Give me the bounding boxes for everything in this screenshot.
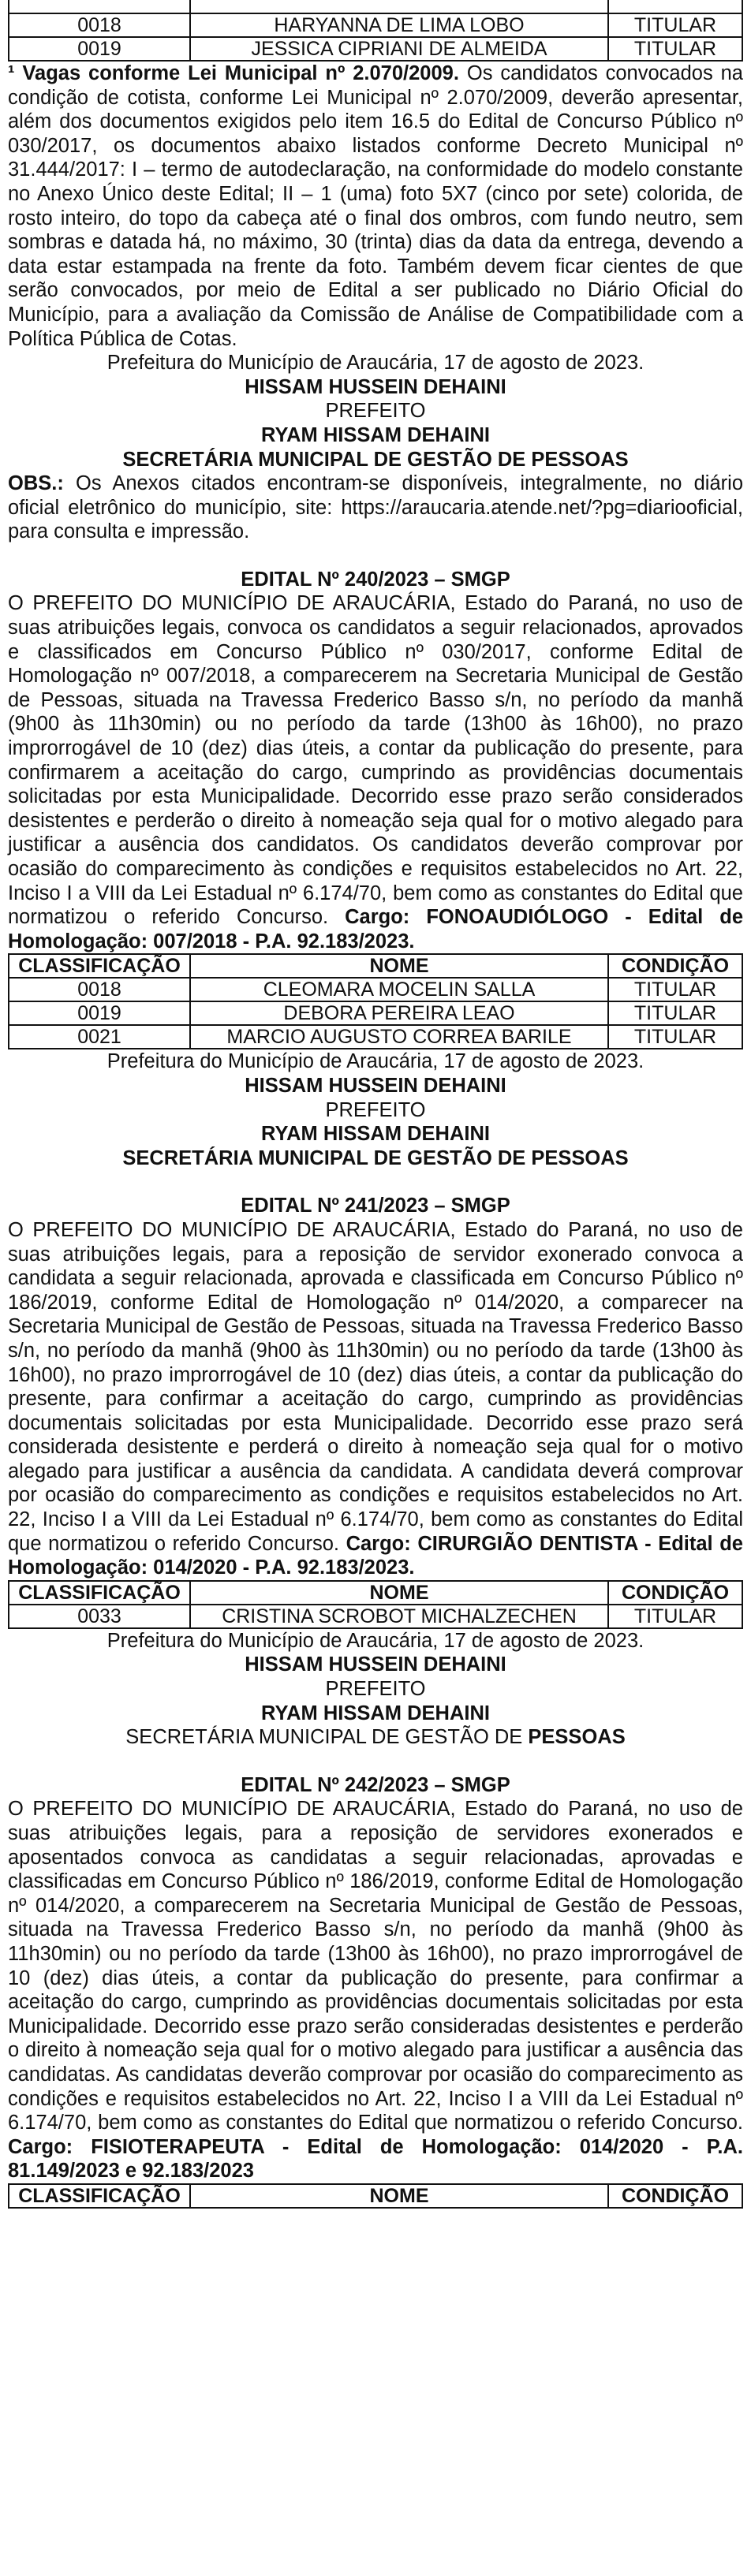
obs-label: OBS.: <box>8 472 64 495</box>
table-row <box>9 1025 742 1049</box>
header-classificacao: CLASSIFICAÇÃO <box>9 1581 190 1605</box>
table-row <box>9 0 742 13</box>
edital-title: EDITAL Nº 241/2023 – SMGP <box>241 1195 510 1217</box>
table-row <box>9 13 742 37</box>
edital-cargo: Cargo: CIRURGIÃO DENTISTA - Edital de Homologação: 014/2020 - P.A. 92.183/2023. <box>8 1532 743 1579</box>
candidates-table <box>8 2183 743 2209</box>
cell-condicao: TITULAR <box>608 1605 742 1628</box>
header-condicao: CONDIÇÃO <box>608 1581 742 1605</box>
footnote-lead: ¹ Vagas conforme Lei Municipal nº 2.070/2009. <box>8 62 459 84</box>
cell-classificacao: 0018 <box>9 13 190 37</box>
cell-nome: MARCIO AUGUSTO CORREA BARILE <box>190 1025 608 1049</box>
cell-nome: CLEOMARA MOCELIN SALLA <box>190 978 608 1001</box>
signature-role: PREFEITO <box>325 1098 426 1121</box>
header-condicao: CONDIÇÃO <box>608 2184 742 2208</box>
cell-classificacao: 0019 <box>9 1001 190 1025</box>
cell-classificacao: 0019 <box>9 37 190 61</box>
cell-condicao: TITULAR <box>608 13 742 37</box>
cell-condicao: TITULAR <box>608 1001 742 1025</box>
cell-classificacao: 0018 <box>9 978 190 1001</box>
cell-condicao: TITULAR <box>608 978 742 1001</box>
header-nome: NOME <box>190 954 608 978</box>
signature-role: SECRETÁRIA MUNICIPAL DE GESTÃO DE PESSOAS <box>122 448 629 471</box>
edital-body: O PREFEITO DO MUNICÍPIO DE ARAUCÁRIA, Estado do Paraná, no uso de suas atribuições legais, convoca os candidatos a seguir relacionados, aprovados e classificados em Concurso Público nº 030/2017, conforme Edital de Homologação nº 007/2018, a comparecerem na Secretaria Municipal de Gestão de Pessoas, situada na Travessa Frederico Basso s/n, no período da manhã (9h00 às 11h30min) ou no período da tarde (13h00 às 16h00), no prazo improrrogável de 10 (dez) dias úteis, a contar da publicação do presente, para confirmarem a aceitação do cargo, cumprindo as providências documentais solicitadas por esta Municipalidade. Decorrido esse prazo serão considerados desistentes e perderão o direito à nomeação seja qual for o motivo alegado para justificar a ausência dos candidatos. Os candidatos deverão comprovar por ocasião do comparecimento às condições e requisitos estabelecidos no Art. 22, Inciso I a VIII da Lei Estadual nº 6.174/70, bem como as constantes do Edital que normatizou o referido Concurso. Cargo: FONOAUDIÓLOGO - Edital de Homologação: 007/2018 - P.A. 92.183/2023. <box>8 592 743 952</box>
edital-cargo: Cargo: FISIOTERAPEUTA - Edital de Homologação: 014/2020 - P.A. 81.149/2023 e 92.183/2023 <box>8 2135 743 2183</box>
signature-name: HISSAM HUSSEIN DEHAINI <box>245 1653 506 1676</box>
signature-role: SECRETÁRIA MUNICIPAL DE GESTÃO DE PESSOAS <box>125 1726 626 1749</box>
table-header <box>9 1581 742 1605</box>
table-row <box>9 1605 742 1628</box>
cell-condicao: TITULAR <box>608 37 742 61</box>
footnote <box>8 62 743 351</box>
table-row <box>9 978 742 1001</box>
signature-date: Prefeitura do Município de Araucária, 17 de agosto de 2023. <box>106 1629 645 1652</box>
cell-classificacao: 0033 <box>9 1605 190 1628</box>
signature-name: RYAM HISSAM DEHAINI <box>261 1123 490 1146</box>
signature-role: SECRETÁRIA MUNICIPAL DE GESTÃO DE PESSOAS <box>122 1146 629 1169</box>
cell-nome: JESSICA CIPRIANI DE ALMEIDA <box>190 37 608 61</box>
edital-title: EDITAL Nº 242/2023 – SMGP <box>241 1773 510 1796</box>
table-row <box>9 1001 742 1025</box>
cell-nome: CRISTINA SCROBOT MICHALZECHEN <box>190 1605 608 1628</box>
candidates-table <box>8 953 743 1049</box>
edital-title: EDITAL Nº 240/2023 – SMGP <box>241 568 510 591</box>
cell-classificacao: 0021 <box>9 1025 190 1049</box>
signature-date: Prefeitura do Município de Araucária, 17 de agosto de 2023. <box>106 1050 645 1073</box>
header-nome: NOME <box>190 2184 608 2208</box>
edital-body: O PREFEITO DO MUNICÍPIO DE ARAUCÁRIA, Estado do Paraná, no uso de suas atribuições legais, para a reposição de servidores exonerados e aposentados convoca as candidatas a seguir relacionadas, aprovadas e classificadas em Concurso Público nº 186/2019, conforme Edital de Homologação nº 014/2020, a comparecerem na Secretaria Municipal de Gestão de Pessoas, situada na Travessa Frederico Basso s/n, no período da manhã (9h00 às 11h30min) ou no período da tarde (13h00 às 16h00), no prazo improrrogável de 10 (dez) dias úteis, a contar da publicação do presente, para confirmar a aceitação do cargo, cumprindo as providências documentais solicitadas por esta Municipalidade. Decorrido esse prazo serão consideradas desistentes e perderão o direito à nomeação seja qual for o motivo alegado para justificar a ausência das candidatas. As candidatas deverão comprovar por ocasião do comparecimento as condições e requisitos estabelecidos no Art. 22, Inciso I a VIII da Lei Estadual nº 6.174/70, bem como as constantes do Edital que normatizou o referido Concurso. Cargo: FISIOTERAPEUTA - Edital de Homologação: 014/2020 - P.A. 81.149/2023 e 92.183/2023 <box>8 1798 743 2183</box>
signature-date: Prefeitura do Município de Araucária, 17 de agosto de 2023. <box>106 352 645 375</box>
signature-name: HISSAM HUSSEIN DEHAINI <box>245 375 506 398</box>
edital-cargo: Cargo: FONOAUDIÓLOGO - Edital de Homologação: 007/2018 - P.A. 92.183/2023. <box>8 906 743 952</box>
signature-name: RYAM HISSAM DEHAINI <box>261 1702 490 1724</box>
header-classificacao: CLASSIFICAÇÃO <box>9 954 190 978</box>
obs-note <box>8 472 743 544</box>
cell-nome: HARYANNA DE LIMA LOBO <box>190 13 608 37</box>
top-table <box>8 0 743 62</box>
candidates-table <box>8 1580 743 1629</box>
table-header <box>9 2184 742 2208</box>
signature-name: RYAM HISSAM DEHAINI <box>261 423 490 446</box>
header-condicao: CONDIÇÃO <box>608 954 742 978</box>
signature-role: PREFEITO <box>325 400 426 423</box>
header-nome: NOME <box>190 1581 608 1605</box>
cell-condicao: TITULAR <box>608 1025 742 1049</box>
obs-text: Os Anexos citados encontram-se disponíveis, integralmente, no diário oficial eletrônico do município, site: https://araucaria.atende.net/?pg=diariooficial, para consulta e impressão. <box>8 472 743 543</box>
cell-nome: DEBORA PEREIRA LEAO <box>190 1001 608 1025</box>
signature-role: PREFEITO <box>325 1678 426 1701</box>
table-row <box>9 37 742 61</box>
signature-name: HISSAM HUSSEIN DEHAINI <box>245 1074 506 1097</box>
table-header <box>9 954 742 978</box>
edital-body: O PREFEITO DO MUNICÍPIO DE ARAUCÁRIA, Estado do Paraná, no uso de suas atribuições legais, para a reposição de servidor exonerado convoca a candidata a seguir relacionada, aprovada e classificada em Concurso Público nº 186/2019, conforme Edital de Homologação nº 014/2020, a comparecer na Secretaria Municipal de Gestão de Pessoas, situada na Travessa Frederico Basso s/n, no período da manhã (9h00 às 11h30min) ou no período da tarde (13h00 às 16h00), no prazo improrrogável de 10 (dez) dias úteis, a contar da publicação do presente, para confirmar a aceitação do cargo, cumprindo as providências documentais solicitadas por esta Municipalidade. Decorrido esse prazo será considerada desistente e perderá o direito à nomeação seja qual for o motivo alegado para justificar a ausência da candidata. A candidata deverá comprovar por ocasião do comparecimento as condições e requisitos estabelecidos no Art. 22, Inciso I a VIII da Lei Estadual nº 6.174/70, bem como as constantes do Edital que normatizou o referido Concurso. Cargo: CIRURGIÃO DENTISTA - Edital de Homologação: 014/2020 - P.A. 92.183/2023. <box>8 1218 743 1579</box>
header-classificacao: CLASSIFICAÇÃO <box>9 2184 190 2208</box>
footnote-text: Os candidatos convocados na condição de cotista, conforme Lei Municipal nº 2.070/2009, deverão apresentar, além dos documentos exigidos pelo item 16.5 do Edital de Concurso Público nº 030/2017, os documentos abaixo listados conforme Decreto Municipal nº 31.444/2017: I – termo de autodeclaração, na conformidade do modelo constante no Anexo Único deste Edital; II – 1 (uma) foto 5X7 (cinco por sete) colorida, de rosto inteiro, do topo da cabeça até o final dos ombros, com fundo neutro, sem sombras e datada há, no máximo, 30 (trinta) dias da data da entrega, devendo a data estar estampada na frente da foto. Também devem ficar cientes de que serão convocados, por meio de Edital a ser publicado no Diário Oficial do Município, para a avaliação da Comissão de Análise de Compatibilidade com a Política Pública de Cotas. <box>8 62 743 350</box>
